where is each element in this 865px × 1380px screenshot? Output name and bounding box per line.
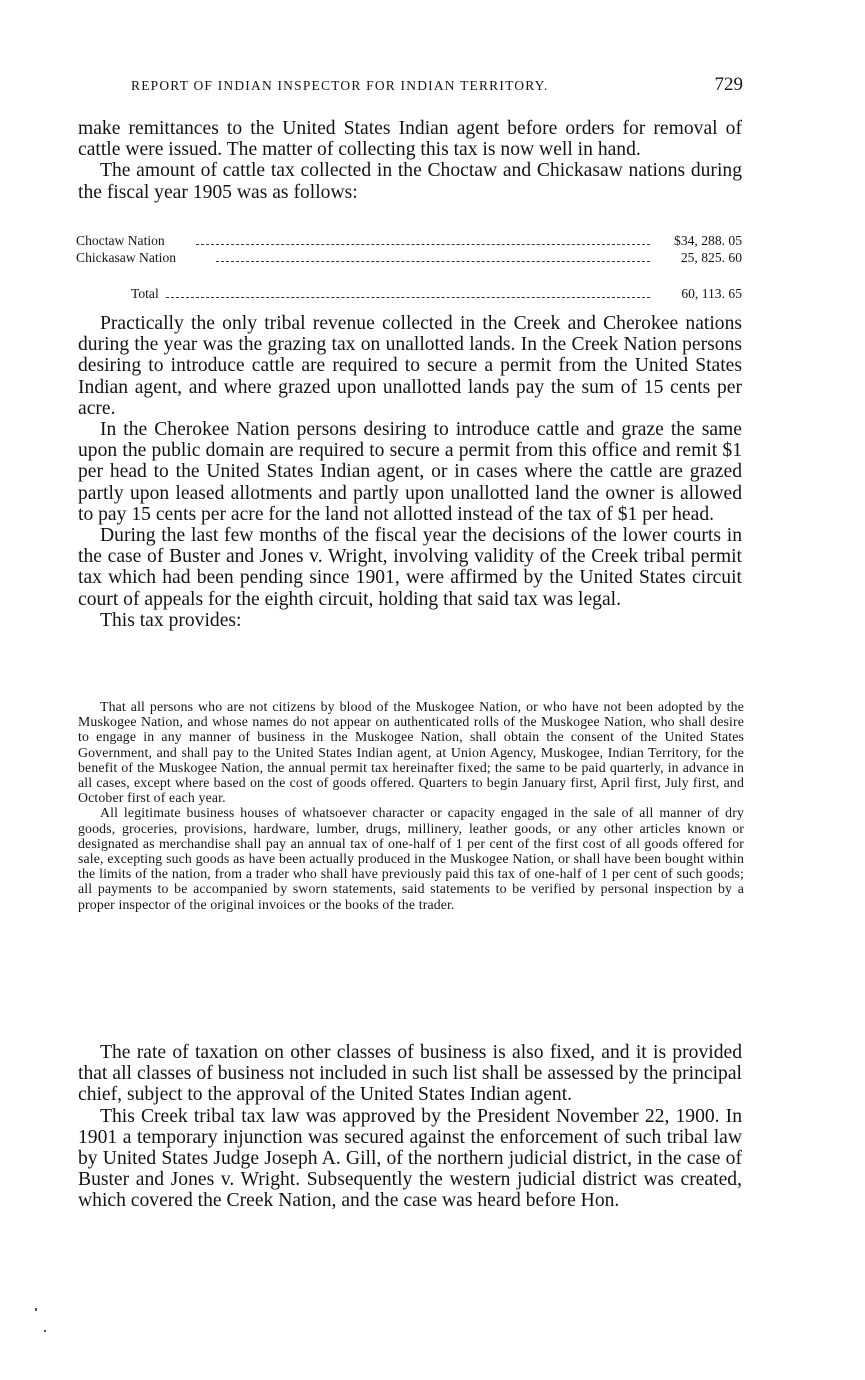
paragraph: The rate of taxation on other classes of business is also fixed, and it is provided that all classes of business not included in such list shall be assessed by the principal chief, subject to the approval of the United States Indian agent. [78,1042,742,1106]
paragraph: This Creek tribal tax law was approved by the President November 22, 1900. In 1901 a temporary injunction was secured against the enforcement of such tribal law by United States Judge Joseph A. Gill, of the northern judicial district, in the case of Buster and Jones v. Wright. Subsequently the western judicial district was created, which covered the Creek Nation, and the case was heard before Hon. [78,1105,742,1212]
total-value: 60, 113. 65 [677,286,742,302]
page-number: 729 [714,74,743,95]
scan-speck [44,1330,46,1332]
paragraph: In the Cherokee Nation persons desiring to introduce cattle and graze the same upon the public domain are required to secure a permit from this office and remit $1 per head to the United States Indian agent, or in cases where the cattle are grazed partly upon leased allotments and partly upon unallotted land the owner is allowed to pay 15 cents per acre for the land not allotted instead of the tax of $1 per head. [78,419,742,525]
row-label: Choctaw Nation [76,233,165,248]
text-block-middle [78,313,742,631]
table-total-row [76,286,742,302]
total-label: Total [131,286,159,301]
paragraph: The amount of cattle tax collected in the Choctaw and Chickasaw nations during the fiscal year 1905 was as follows: [78,160,742,203]
row-value: $34, 288. 05 [670,233,742,249]
paragraph: Practically the only tribal revenue collected in the Creek and Cherokee nations during the year was the grazing tax on unallotted lands. In the Creek Nation persons desiring to introduce cattle are required to secure a permit from the United States Indian agent, and where grazed upon unallotted lands pay the sum of 15 cents per acre. [78,313,742,419]
scan-speck [35,1308,37,1311]
paragraph: This tax provides: [100,609,242,631]
table-row [76,233,742,249]
paragraph: During the last few months of the fiscal year the decisions of the lower courts in the case of Buster and Jones v. Wright, involving validity of the Creek tribal permit tax which had been pending since 1901, were affirmed by the United States circuit court of appeals for the eighth circuit, holding that said tax was legal. [78,525,742,610]
text-block-bottom [78,1042,742,1212]
running-header [131,74,743,98]
header-title: REPORT OF INDIAN INSPECTOR FOR INDIAN TERRITORY. [131,78,549,93]
table-row [76,250,742,266]
paragraph: make remittances to the United States Indian agent before orders for removal of cattle were issued. The matter of collecting this tax is now well in hand. [78,118,742,161]
row-label: Chickasaw Nation [76,250,177,265]
quoted-paragraph: That all persons who are not citizens by blood of the Muskogee Nation, or who have not been adopted by the Muskogee Nation, and whose names do not appear on authenticated rolls of the Muskogee Nation, who shall desire to engage in any manner of business in the Muskogee Nation, shall obtain the consent of the United States Government, and shall pay to the United States Indian agent, at Union Agency, Muskogee, Indian Territory, for the benefit of the Muskogee Nation, the annual permit tax hereinafter fixed; the same to be paid quarterly, in advance in all cases, except where based on the cost of goods offered. Quarters to begin January first, April first, July first, and October first of each year. [78,699,744,806]
quoted-law-block [78,699,744,912]
row-value: 25, 825. 60 [677,250,742,266]
quoted-paragraph: All legitimate business houses of whatsoever character or capacity engaged in the sale of all manner of dry goods, groceries, provisions, hardware, lumber, drugs, millinery, leather goods, or any other articles known or designated as merchandise shall pay an annual tax of one-half of 1 per cent of the first cost of all goods offered for sale, excepting such goods as have been actually produced in the Muskogee Nation, or shall have been bought within the limits of the nation, from a trader who shall have previously paid this tax of one-half of 1 per cent of such goods; all payments to be accompanied by sworn statements, said statements to be verified by personal inspection by a proper inspector of the original invoices or the books of the trader. [78,805,744,912]
text-block-top [78,118,742,203]
